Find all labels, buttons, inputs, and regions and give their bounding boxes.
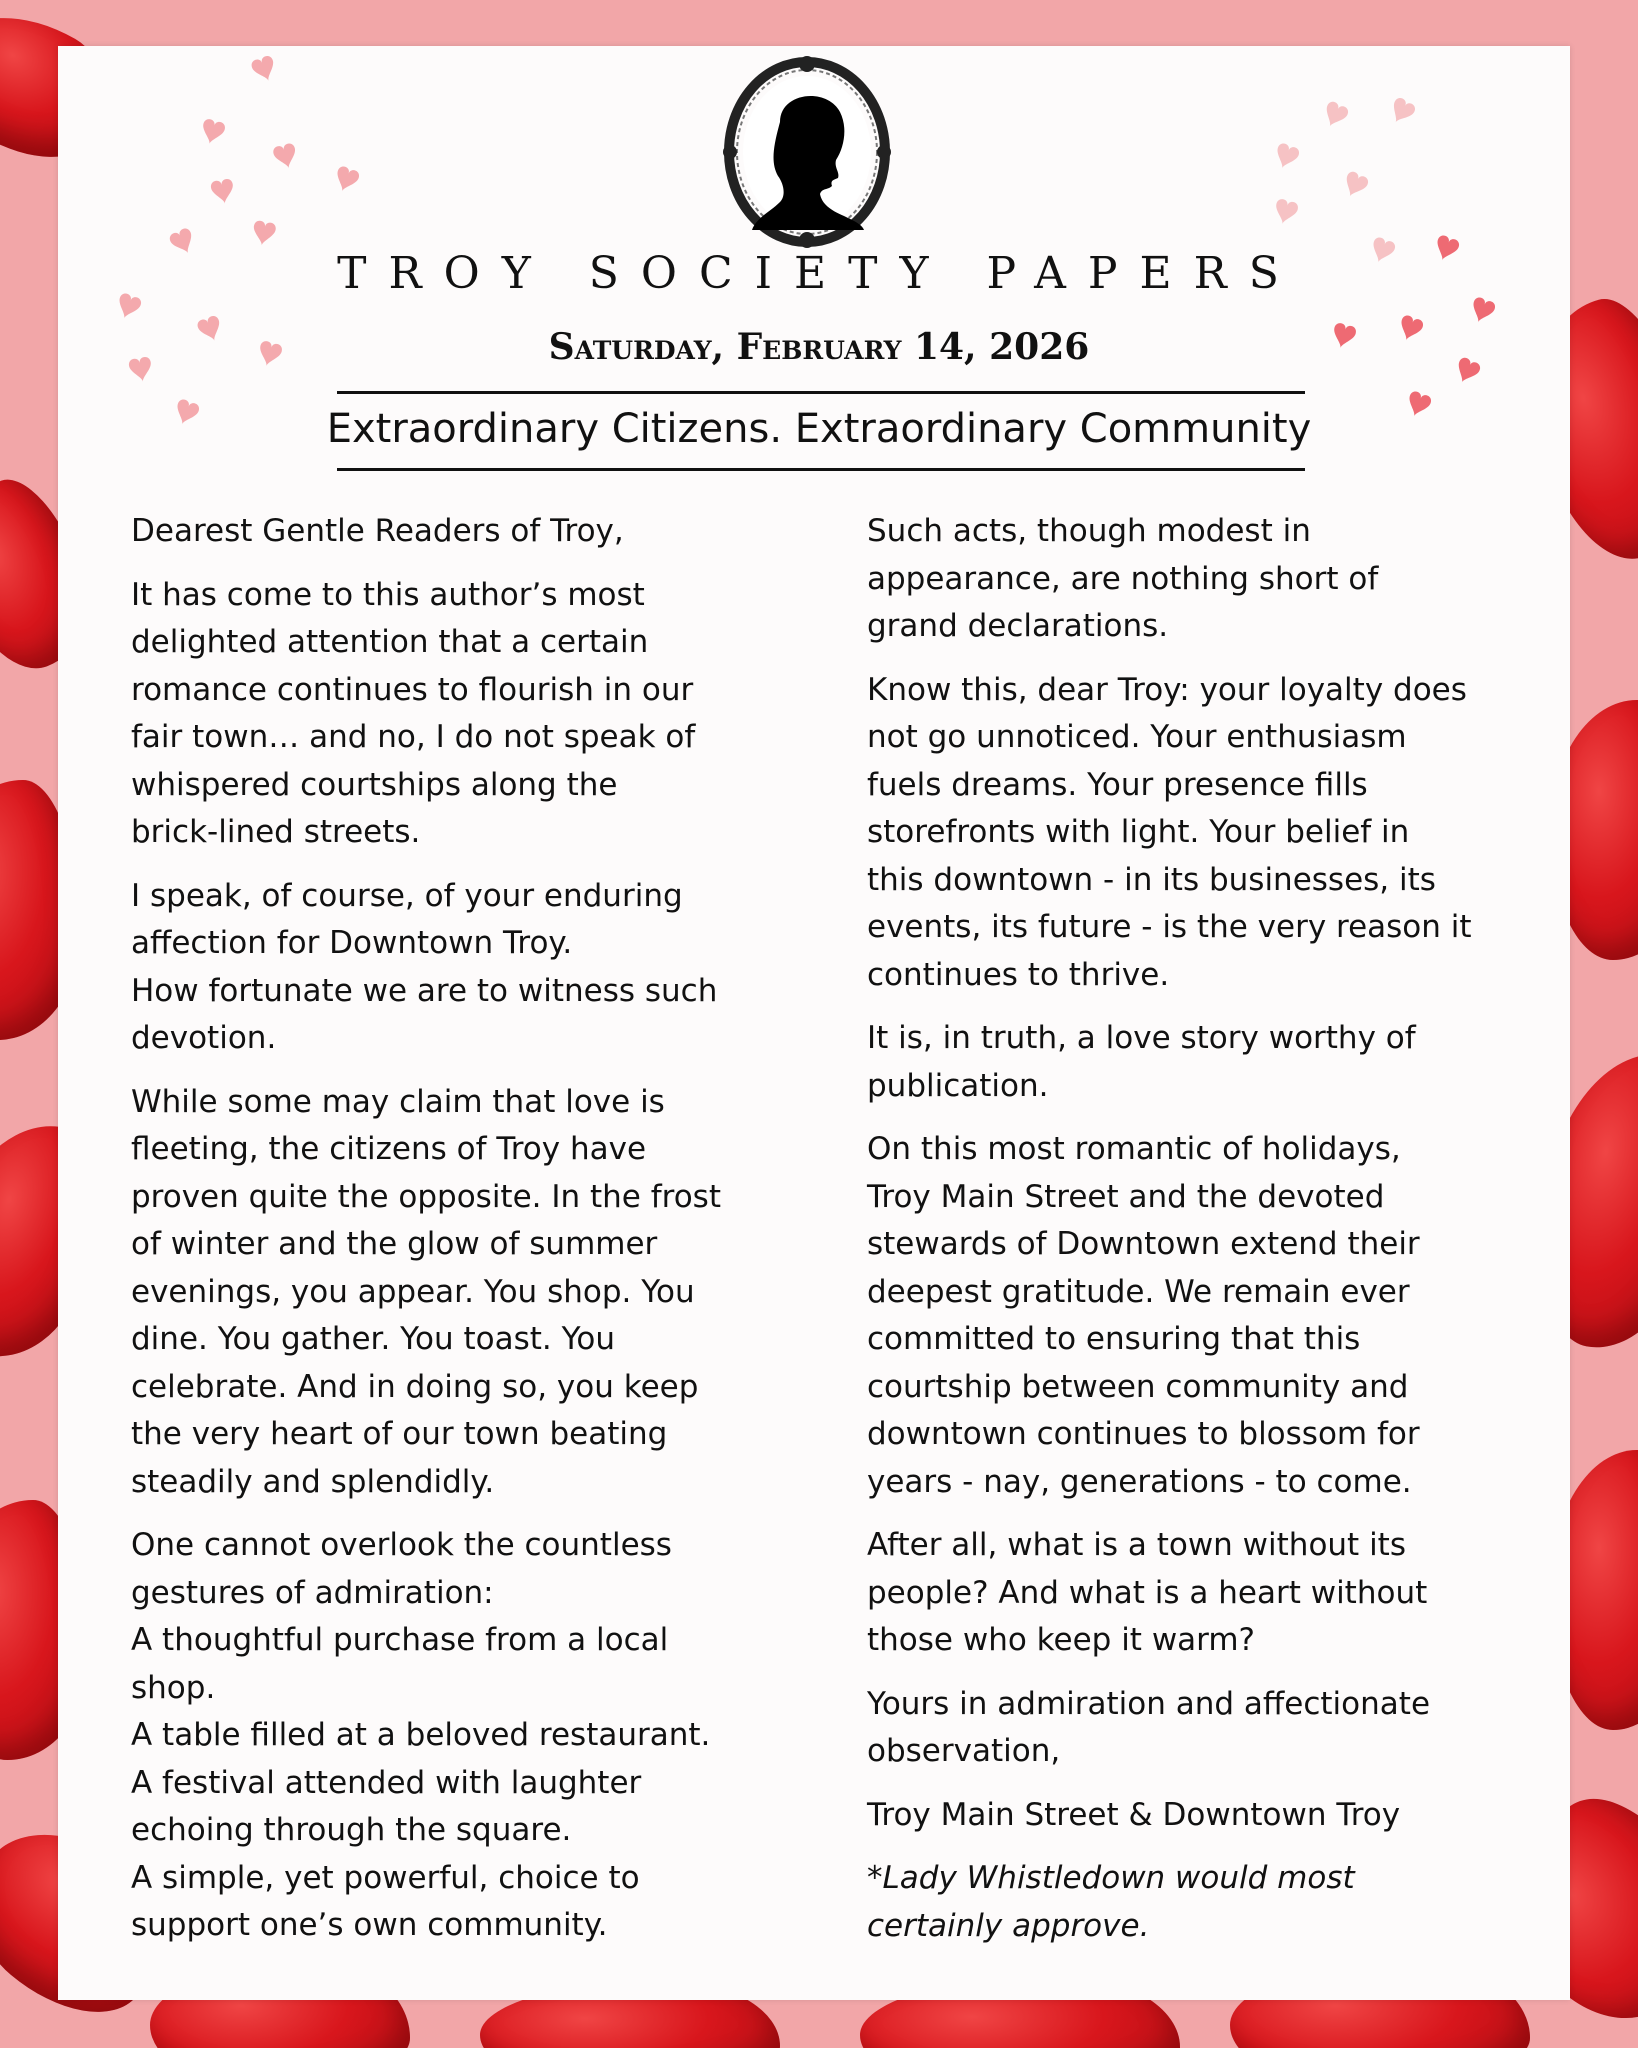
top-rule	[337, 391, 1305, 394]
paragraph: One cannot overlook the countless gestures of admiration: A thoughtful purchase from a local shop. A table filled at a beloved restaurant. A festival attended with laughter echoing through the square. A simple, yet powerful, choice to support one’s own community.	[131, 1527, 711, 1943]
paragraph: After all, what is a town without its people? And what is a heart without those who keep it warm?	[867, 1527, 1428, 1658]
paragraph: I speak, of course, of your enduring affection for Downtown Troy. How fortunate we are to witness such devotion.	[131, 877, 718, 1056]
salutation: Dearest Gentle Readers of Troy,	[131, 513, 624, 549]
paragraph: While some may claim that love is fleeting, the citizens of Troy have proven quite the opposite. In the frost of winter and the glow of summer evenings, you appear. You shop. You dine. You gather. You toast. You celebrate. And in doing so, you keep the very heart of our town beating steadily and splendidly.	[131, 1083, 721, 1500]
paragraph: On this most romantic of holidays, Troy Main Street and the devoted stewards of Downtown extend their deepest gratitude. We remain ever committed to ensuring that this courtship between community and downtown continues to blossom for years - nay, generations - to come.	[867, 1131, 1420, 1500]
letter-right-column	[867, 508, 1557, 1966]
paragraph: Such acts, though modest in appearance, are nothing short of grand declarations.	[867, 513, 1379, 644]
masthead-title: TROY SOCIETY PAPERS	[337, 248, 1301, 299]
bottom-rule	[337, 468, 1305, 471]
issue-date: Saturday, February 14, 2026	[548, 326, 1090, 368]
closing: Yours in admiration and affectionate observation,	[867, 1685, 1431, 1769]
letter-left-column	[131, 508, 791, 1966]
footnote: *Lady Whistledown would most certainly approve.	[867, 1860, 1355, 1944]
woman-silhouette-cameo-icon	[722, 52, 892, 252]
paragraph: It is, in truth, a love story worthy of publication.	[867, 1020, 1416, 1104]
tagline: Extraordinary Citizens. Extraordinary Community	[326, 406, 1312, 452]
signature: Troy Main Street & Downtown Troy	[867, 1796, 1401, 1833]
paragraph: It has come to this author’s most delighted attention that a certain romance continues to flourish in our fair town… and no, I do not speak of whispered courtships along the brick-lined streets.	[131, 576, 696, 850]
paragraph: Know this, dear Troy: your loyalty does not go unnoticed. Your enthusiasm fuels dreams. Your presence fills storefronts with light. Your belief in this downtown - in its businesses, its events, its future - is the very reason it continues to thrive.	[867, 671, 1472, 993]
